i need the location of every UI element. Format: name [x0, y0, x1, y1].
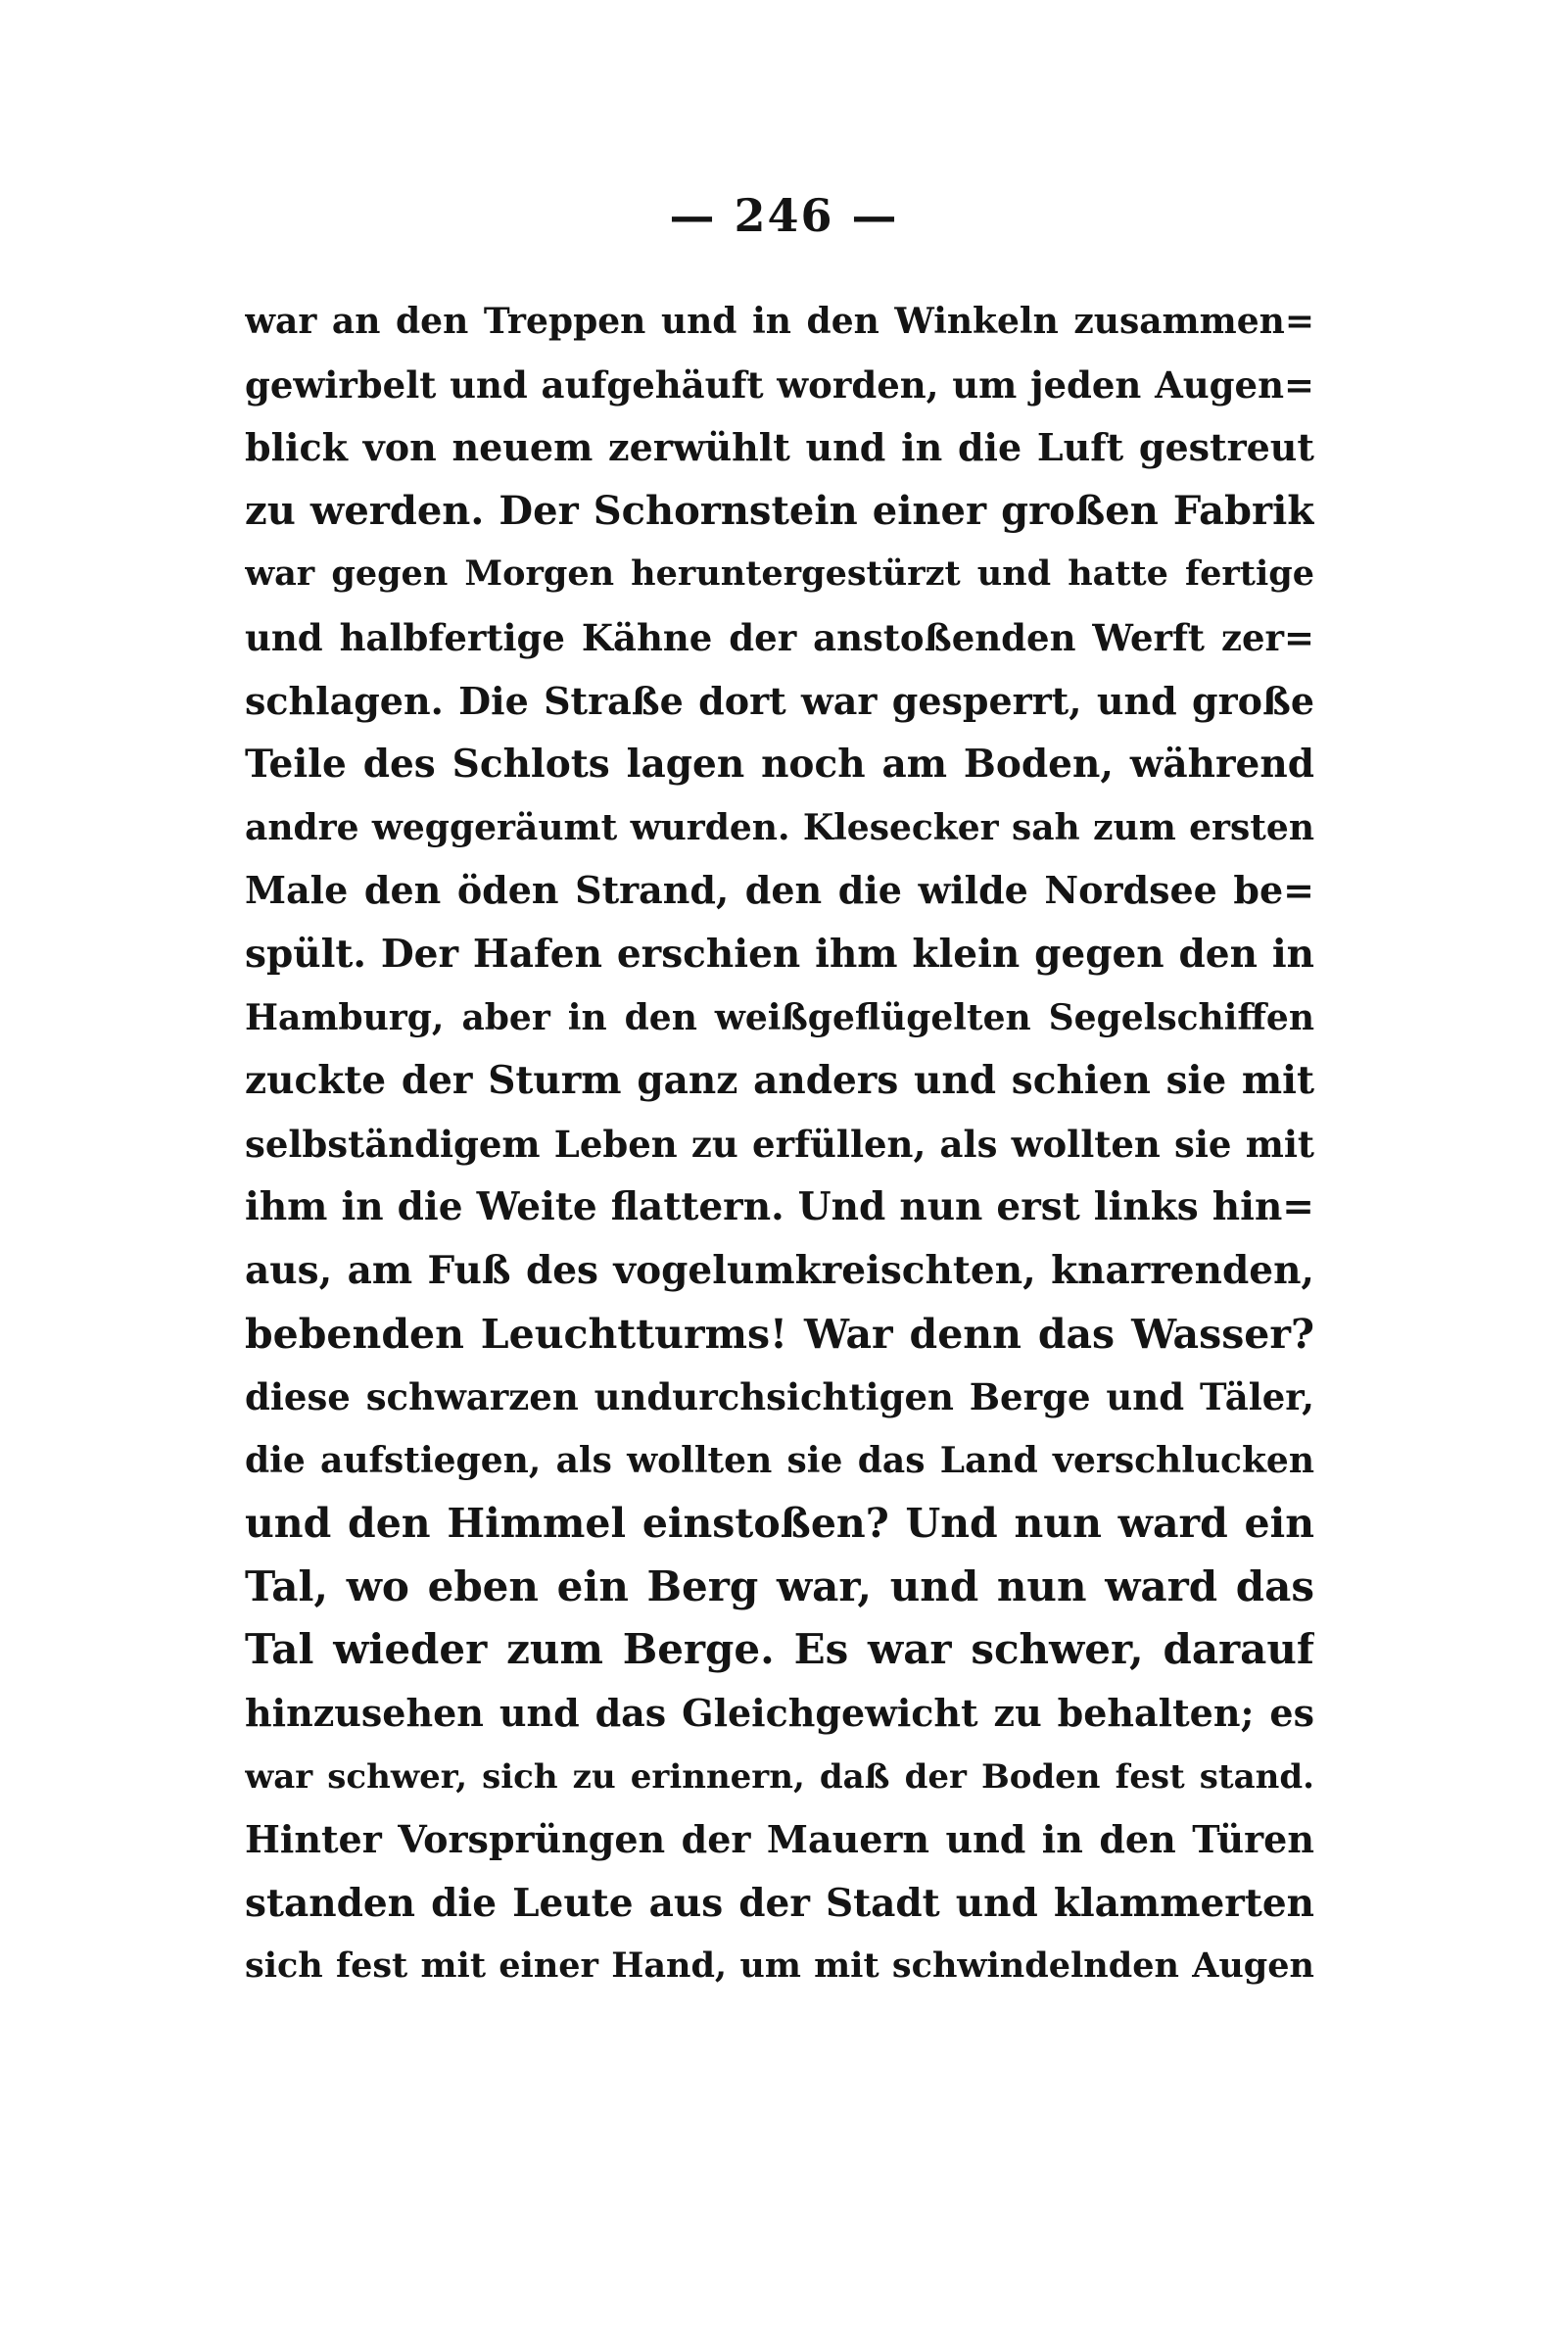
text-line: spült. Der Hafen erschien ihm klein gegen den in [245, 931, 1314, 977]
text-line: zuckte der Sturm ganz anders und schien sie mit [245, 1058, 1314, 1104]
text-line: gewirbelt und aufgehäuft worden, um jeden Augen= [245, 362, 1314, 407]
text-line: zu werden. Der Schornstein einer großen Fabrik [245, 487, 1314, 534]
page-number: — 246 — [669, 189, 899, 242]
body-text [245, 290, 1314, 1998]
text-line: Tal, wo eben ein Berg war, und nun ward das [245, 1561, 1314, 1610]
text-line: bebenden Leuchtturms! War denn das Wasser? [245, 1310, 1314, 1358]
text-line: diese schwarzen undurchsichtigen Berge und Täler, [245, 1375, 1314, 1419]
text-line: blick von neuem zerwühlt und in die Luft gestreut [245, 425, 1314, 470]
text-line: die aufstiegen, als wollten sie das Land verschlucken [245, 1439, 1314, 1481]
text-line: sich fest mit einer Hand, um mit schwindelnden Augen [245, 1945, 1314, 1987]
text-line: hinzusehen und das Gleichgewicht zu behalten; es [245, 1691, 1314, 1736]
text-line: aus, am Fuß des vogelumkreischten, knarrenden, [245, 1247, 1314, 1293]
text-line: andre weggeräumt wurden. Klesecker sah zum ersten [245, 806, 1314, 848]
text-line: Hamburg, aber in den weißgeflügelten Segelschiffen [245, 996, 1314, 1038]
text-line: Tal wieder zum Berge. Es war schwer, darauf [245, 1625, 1314, 1674]
text-line: Male den öden Strand, den die wilde Nordsee be= [245, 868, 1314, 913]
text-line: war schwer, sich zu erinnern, daß der Boden fest stand. [245, 1756, 1314, 1797]
text-line: Teile des Schlots lagen noch am Boden, während [245, 742, 1314, 788]
text-line: war an den Treppen und in den Winkeln zusammen= [245, 301, 1314, 342]
text-line: und den Himmel einstoßen? Und nun ward ein [245, 1500, 1314, 1548]
text-line: ihm in die Weite flattern. Und nun erst links hin= [245, 1184, 1314, 1230]
text-line: und halbfertige Kähne der anstoßenden Werft zer= [245, 615, 1314, 659]
text-line: selbständigem Leben zu erfüllen, als wollten sie mit [245, 1122, 1314, 1166]
text-line: Hinter Vorsprüngen der Mauern und in den Türen [245, 1817, 1314, 1862]
text-line: schlagen. Die Straße dort war gesperrt, und große [245, 678, 1314, 723]
text-line: war gegen Morgen heruntergestürzt und hatte fertige [245, 553, 1314, 595]
text-line: standen die Leute aus der Stadt und klammerten [245, 1880, 1314, 1926]
